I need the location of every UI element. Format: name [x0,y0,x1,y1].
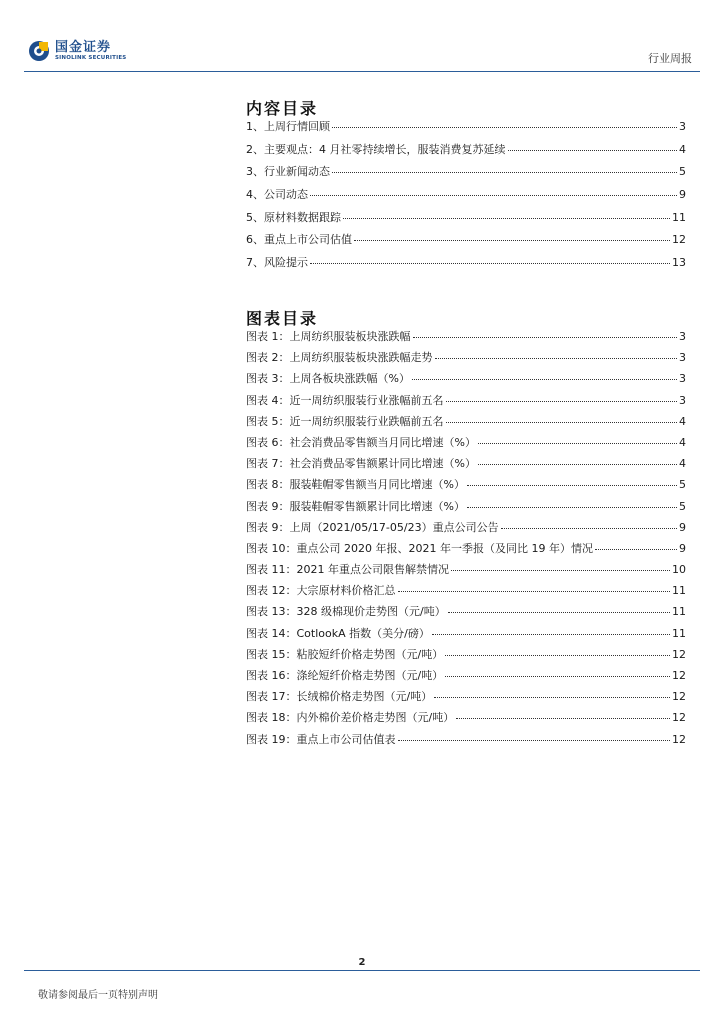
toc-entry-page: 12 [672,647,686,661]
toc-entry-page: 9 [679,520,686,534]
logo-mark-icon [28,40,50,62]
contents-list [246,120,686,279]
toc-entry-label: 图表 2：上周纺织服装板块涨跌幅走势 [246,351,433,365]
dot-leader [478,464,677,465]
figure-entry[interactable] [246,690,686,711]
toc-entry-label: 图表 3：上周各板块涨跌幅（%） [246,372,410,386]
dot-leader [446,401,678,402]
toc-entry-label: 图表 11：2021 年重点公司限售解禁情况 [246,563,449,577]
dot-leader [332,172,677,173]
dot-leader [501,528,677,529]
toc-entry-label: 4、公司动态 [246,188,308,202]
toc-entry-page: 11 [672,584,686,598]
dot-leader [398,591,671,592]
dot-leader [467,507,677,508]
figure-entry[interactable] [246,733,686,754]
toc-entry-page: 5 [679,165,686,179]
toc-entry-page: 13 [672,256,686,270]
toc-entry-label: 图表 10：重点公司 2020 年报、2021 年一季报（及同比 19 年）情况 [246,541,593,555]
toc-entry-page: 5 [679,499,686,513]
dot-leader [448,612,670,613]
toc-entry-label: 图表 14：CotlookA 指数（美分/磅） [246,626,430,640]
company-logo [28,40,126,62]
toc-entry-page: 4 [679,142,686,156]
figure-entry[interactable] [246,415,686,436]
toc-entry-page: 3 [679,372,686,386]
toc-entry-label: 图表 4：近一周纺织服装行业涨幅前五名 [246,393,444,407]
toc-entry-page: 12 [672,732,686,746]
toc-entry-label: 图表 1：上周纺织服装板块涨跌幅 [246,330,411,343]
figure-entry[interactable] [246,627,686,648]
dot-leader [310,263,670,264]
footer-disclaimer: 敬请参阅最后一页特别声明 [38,990,158,1001]
toc-entry-page: 4 [679,457,686,471]
toc-entry-label: 图表 7：社会消费品零售额累计同比增速（%） [246,457,476,471]
figure-entry[interactable] [246,669,686,690]
figure-entry[interactable] [246,394,686,415]
contents-section [246,96,686,279]
figure-entry[interactable] [246,372,686,393]
figure-entry[interactable] [246,648,686,669]
contents-entry[interactable] [246,256,686,279]
dot-leader [467,485,677,486]
dot-leader [432,634,670,635]
contents-entry[interactable] [246,233,686,256]
dot-leader [445,655,670,656]
dot-leader [595,549,677,550]
dot-leader [451,570,670,571]
figure-entry[interactable] [246,500,686,521]
toc-entry-page: 3 [679,351,686,365]
toc-entry-page: 3 [679,330,686,343]
dot-leader [332,127,677,128]
toc-entry-page: 11 [672,626,686,640]
dot-leader [446,422,678,423]
toc-entry-label: 图表 12：大宗原材料价格汇总 [246,584,396,598]
toc-entry-page: 10 [672,563,686,577]
dot-leader [445,676,670,677]
dot-leader [412,379,677,380]
toc-entry-page: 9 [679,541,686,555]
contents-entry[interactable] [246,211,686,234]
toc-entry-page: 4 [679,435,686,449]
toc-entry-label: 图表 5：近一周纺织服装行业跌幅前五名 [246,414,444,428]
toc-entry-page: 12 [672,669,686,682]
page-header [24,36,700,72]
logo-chinese-name: 国金证券 [55,39,112,55]
toc-entry-page: 12 [672,233,686,247]
toc-entry-label: 图表 6：社会消费品零售额当月同比增速（%） [246,435,476,449]
logo-english-name: SINOLINK SECURITIES [55,54,127,61]
toc-entry-page: 4 [679,414,686,428]
toc-entry-label: 6、重点上市公司估值 [246,233,352,247]
toc-entry-label: 图表 13：328 级棉现价走势图（元/吨） [246,605,446,619]
figure-entry[interactable] [246,563,686,584]
dot-leader [456,718,670,719]
dot-leader [398,740,671,741]
toc-entry-label: 图表 9：服装鞋帽零售额累计同比增速（%） [246,499,465,513]
figure-entry[interactable] [246,542,686,563]
dot-leader [310,195,677,196]
figure-entry[interactable] [246,584,686,605]
toc-entry-label: 2、主要观点：4 月社零持续增长，服装消费复苏延续 [246,142,506,156]
dot-leader [434,697,670,698]
dot-leader [343,218,670,219]
header-divider [24,71,700,72]
toc-entry-label: 7、风险提示 [246,256,308,270]
toc-entry-label: 图表 8：服装鞋帽零售额当月同比增速（%） [246,478,465,492]
contents-entry[interactable] [246,143,686,166]
toc-entry-label: 1、上周行情回顾 [246,120,330,133]
toc-entry-page: 9 [679,188,686,202]
dot-leader [435,358,678,359]
toc-entry-label: 图表 9：上周（2021/05/17-05/23）重点公司公告 [246,520,499,534]
figures-section [246,306,686,754]
page-number: 2 [358,957,366,968]
figures-list [246,330,686,754]
toc-entry-page: 3 [679,393,686,407]
toc-entry-label: 图表 18：内外棉价差价格走势图（元/吨） [246,711,455,725]
contents-entry[interactable] [246,165,686,188]
contents-entry[interactable] [246,120,686,143]
toc-entry-label: 图表 16：涤纶短纤价格走势图（元/吨） [246,669,444,682]
dot-leader [413,337,678,338]
toc-entry-label: 3、行业新闻动态 [246,165,330,179]
toc-entry-label: 图表 17：长绒棉价格走势图（元/吨） [246,690,433,704]
dot-leader [508,150,678,151]
figure-entry[interactable] [246,436,686,457]
toc-entry-page: 11 [672,605,686,619]
figure-entry[interactable] [246,478,686,499]
figure-entry[interactable] [246,711,686,732]
figures-title: 图表目录 [246,309,319,328]
toc-entry-page: 12 [672,690,686,704]
dot-leader [354,240,670,241]
footer-divider [24,970,700,971]
toc-entry-page: 5 [679,478,686,492]
report-type: 行业周报 [648,52,692,65]
toc-entry-label: 图表 19：重点上市公司估值表 [246,732,396,746]
toc-entry-label: 5、原材料数据跟踪 [246,210,341,224]
toc-entry-page: 11 [672,210,686,224]
figure-entry[interactable] [246,521,686,542]
figure-entry[interactable] [246,330,686,351]
contents-title: 内容目录 [246,99,319,118]
figure-entry[interactable] [246,351,686,372]
dot-leader [478,443,677,444]
contents-entry[interactable] [246,188,686,211]
toc-entry-page: 3 [679,120,686,133]
figure-entry[interactable] [246,457,686,478]
figure-entry[interactable] [246,605,686,626]
toc-entry-page: 12 [672,711,686,725]
toc-entry-label: 图表 15：粘胶短纤价格走势图（元/吨） [246,647,444,661]
